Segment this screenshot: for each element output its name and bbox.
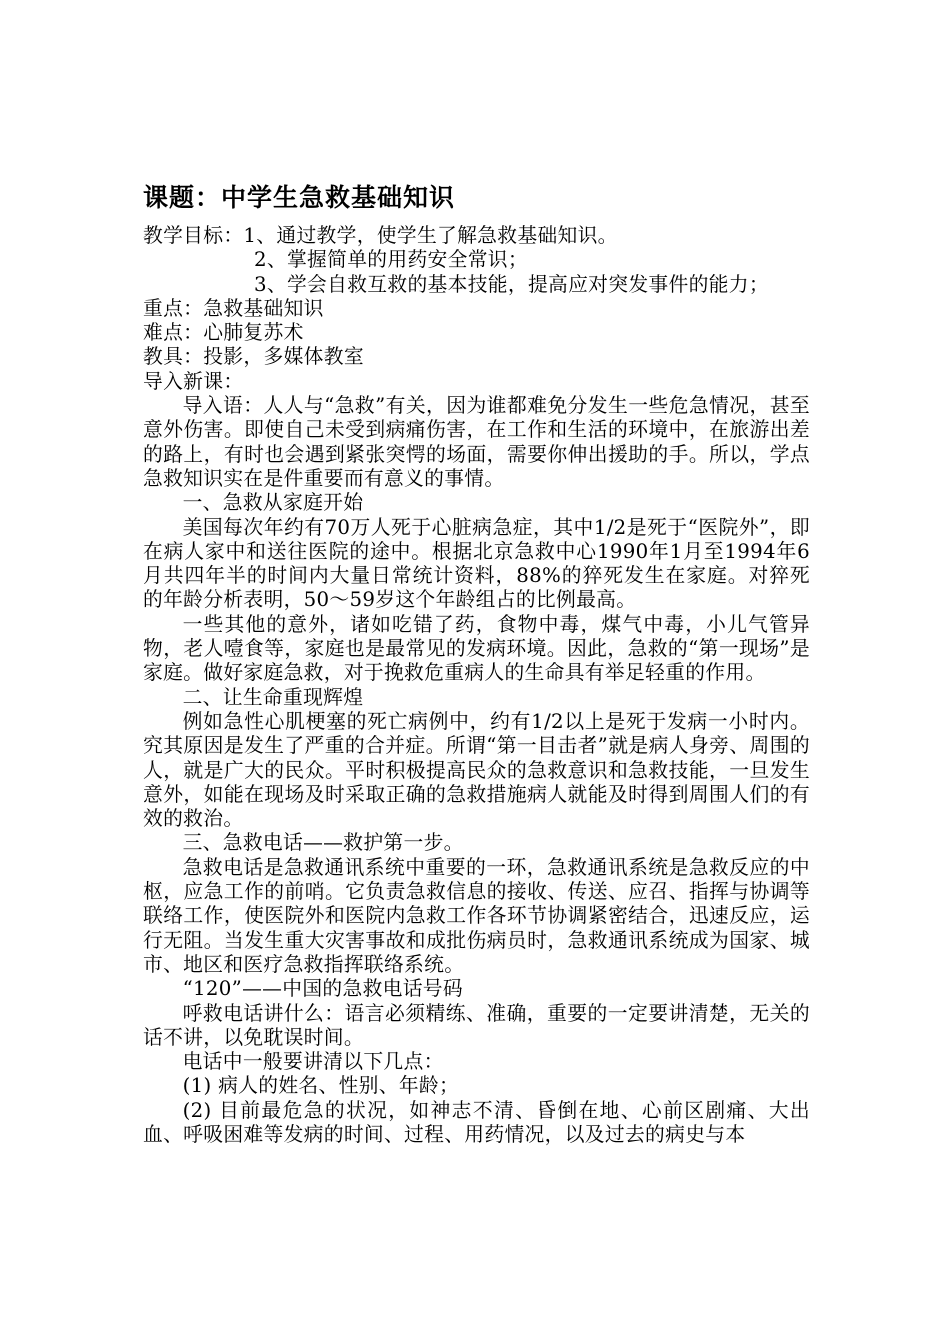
section-heading-3: 三、急救电话——救护第一步。 — [182, 831, 464, 855]
teaching-tools: 教具：投影，多媒体教室 — [143, 345, 364, 369]
key-point: 重点：急救基础知识 — [143, 296, 324, 320]
difficulty: 难点：心肺复苏术 — [143, 321, 304, 345]
paragraph-4: 急救电话是急救通讯系统中重要的一环，急救通讯系统是急救反应的中枢，应急工作的前哨。它负责急救信息的接收、传送、应召、指挥与协调等联络工作，使医院外和医院内急救工作各环节协调紧密结合，迅速反应，运行无阻。当发生重大灾害事故和成批伤病员时，急救通讯系统成为国家、城市、地区和医疗急救指挥联络系统。 — [143, 855, 810, 976]
document-title: 课题：中学生急救基础知识 — [143, 183, 456, 212]
list-item-2: (2) 目前最危急的状况，如神志不清、昏倒在地、心前区剧痛、大出血、呼吸困难等发病的时间、过程、用药情况，以及过去的病史与本 — [143, 1098, 810, 1146]
document-page — [143, 180, 810, 1147]
section-heading-2: 二、让生命重现辉煌 — [182, 685, 364, 709]
section-heading-4: “120”——中国的急救电话号码 — [182, 977, 463, 1001]
paragraph-5: 呼救电话讲什么：语言必须精练、准确，重要的一定要讲清楚，无关的话不讲，以免耽误时间。 — [143, 1001, 810, 1049]
teaching-goal-2: 2、掌握简单的用药安全常识； — [254, 248, 528, 272]
paragraph-3: 例如急性心肌梗塞的死亡病例中，约有1/2以上是死于发病一小时内。究其原因是发生了严重的合并症。所谓“第一目击者”就是病人身旁、周围的人，就是广大的民众。平时积极提高民众的急救意识和急救技能，一旦发生意外，如能在现场及时采取正确的急救措施病人就能及时得到周围人们的有效的救治。 — [143, 709, 810, 831]
section-heading-1: 一、急救从家庭开始 — [182, 491, 364, 515]
intro-label: 导入新课： — [143, 369, 244, 393]
intro-paragraph: 导入语：人人与“急救”有关，因为谁都难免分发生一些危急情况，甚至意外伤害。即使自己未受到病痛伤害，在工作和生活的环境中，在旅游出差的路上，有时也会遇到紧张突愕的场面，需要你伸出援助的手。所以，学点急救知识实在是件重要而有意义的事情。 — [143, 394, 810, 490]
paragraph-2: 一些其他的意外，诸如吃错了药，食物中毒，煤气中毒，小儿气管异物，老人噎食等，家庭也是最常见的发病环境。因此，急救的“第一现场”是家庭。做好家庭急救，对于挽救危重病人的生命具有举足轻重的作用。 — [143, 612, 810, 685]
teaching-goal-1: 教学目标：1、通过教学，使学生了解急救基础知识。 — [143, 224, 618, 247]
list-item-1: (1) 病人的姓名、性别、年龄； — [182, 1074, 460, 1098]
paragraph-6: 电话中一般要讲清以下几点： — [182, 1050, 444, 1074]
paragraph-1: 美国每次年约有70万人死于心脏病急症，其中1/2是死于“医院外”，即在病人家中和送往医院的途中。根据北京急救中心1990年1月至1994年6月共四年半的时间内大量日常统计资料，88%的猝死发生在家庭。对猝死的年龄分析表明，50～59岁这个年龄组占的比例最高。 — [143, 515, 810, 612]
teaching-goal-3: 3、学会自救互救的基本技能，提高应对突发事件的能力； — [254, 272, 769, 296]
